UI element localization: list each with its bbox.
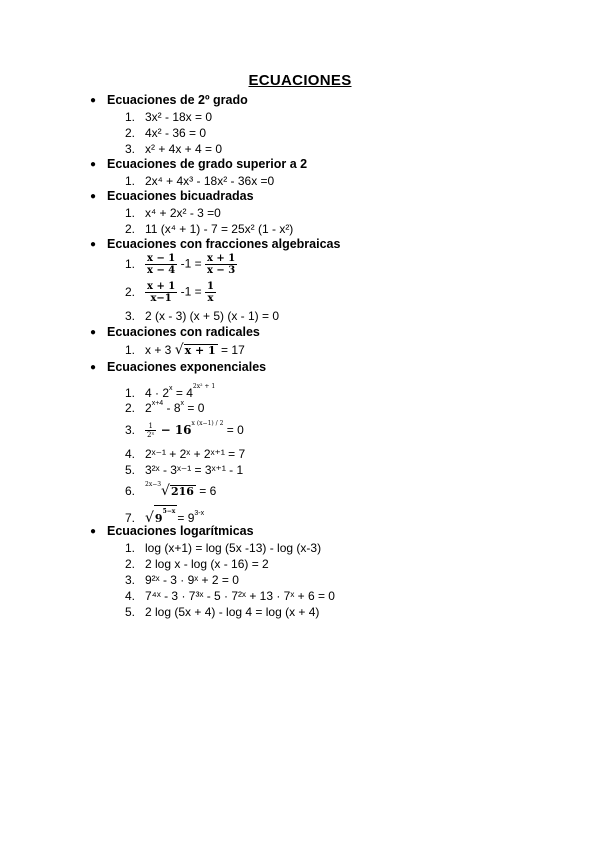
section-heading-biquadratic [90, 189, 254, 203]
list-item: 2. $\frac{x + 1}{x-1}$ -1 = $\frac{1}{x}$ [125, 281, 214, 304]
section-heading-text: Ecuaciones con fracciones algebraicas [107, 237, 341, 251]
page-title: ECUACIONES [248, 72, 352, 89]
radical-icon: √ [174, 342, 184, 358]
list-item: 3. $\frac{1}{\text{2ˣ}}$ − $16^{x (x-1) / 2} = 0$ [125, 420, 244, 440]
list-item: 3. 9²ˣ - 3 · 9ˣ + 2 = 0 [125, 573, 239, 587]
list-item: 1. x + 3 √x + 1 = 17 [125, 342, 245, 358]
list-item: 2. 4x² - 36 = 0 [125, 126, 207, 140]
radical-icon: √ [161, 483, 170, 499]
section-heading-text: Ecuaciones con radicales [107, 325, 260, 339]
list-item: 4. 7⁴ˣ - 3 · 7³ˣ - 5 · 7²ˣ + 13 · 7ˣ + 6 = 0 [125, 589, 335, 603]
fraction: $\frac{1}{\text{2ˣ}}$ [147, 422, 155, 440]
section-heading-text: Ecuaciones bicuadradas [107, 189, 254, 203]
fraction: $\frac{1}{x}$ [206, 281, 214, 304]
section-heading-text: Ecuaciones de grado superior a 2 [107, 157, 308, 171]
bullet-icon: ● [90, 191, 97, 202]
section-heading-text: Ecuaciones logarítmicas [107, 524, 254, 538]
bullet-icon: ● [90, 239, 97, 250]
fraction: $\frac{x + 1}{x-1}$ [147, 281, 176, 304]
bullet-icon: ● [90, 159, 97, 170]
list-item: 1. log (x+1) = log (5x -13) - log (x-3) [125, 541, 322, 555]
section-heading-exponential [90, 360, 266, 374]
list-item: 1. $\frac{x - 1}{x - 4}$ -1 = $\frac{x + 1}{x - 3}$ [125, 253, 236, 276]
list-item: 1. x⁴ + 2x² - 3 =0 [125, 206, 221, 220]
list-item: 4. 2ˣ⁻¹ + 2ˣ + 2ˣ⁺¹ = 7 [125, 447, 246, 461]
bullet-icon: ● [90, 95, 97, 106]
radical-icon: √ [145, 510, 154, 526]
list-item: 3. 2 (x - 3) (x + 5) (x - 1) = 0 [125, 309, 280, 323]
list-item: 2. 2 log x - log (x - 16) = 2 [125, 557, 269, 571]
list-item: 3. x² + 4x + 4 = 0 [125, 142, 223, 156]
list-item: 1. 3x² - 18x = 0 [125, 110, 213, 124]
section-heading-text: Ecuaciones de 2º grado [107, 93, 248, 107]
bullet-icon: ● [90, 526, 97, 537]
section-heading-logarithmic [90, 524, 254, 538]
bullet-icon: ● [90, 327, 97, 338]
list-item: 6. $^{2x-3}$√216 = 6 [125, 481, 217, 499]
list-item: 1. $4 \cdot 2^x = 4^{2x^2 + 1}$ [125, 383, 216, 400]
section-heading-radicals [90, 325, 260, 339]
bullet-icon: ● [90, 362, 97, 373]
fraction: $\frac{x + 1}{x - 3}$ [206, 253, 236, 276]
list-item: 2. $2^{x+4} - 8^x = 0$ [125, 400, 205, 415]
section-heading-algebraic-fractions [90, 237, 340, 251]
section-heading-higher-degree [90, 157, 307, 171]
section-heading-2nd-degree [90, 93, 248, 107]
fraction: $\frac{x - 1}{x - 4}$ [147, 253, 176, 276]
section-heading-text: Ecuaciones exponenciales [107, 360, 267, 374]
list-item: 2. 11 (x⁴ + 1) - 7 = 25x² (1 - x²) [125, 222, 294, 236]
list-item: 7. $√9^{5-x} = 9^{3-x}$ [125, 505, 204, 526]
list-item: 1. 2x⁴ + 4x³ - 18x² - 36x =0 [125, 174, 275, 188]
list-item: 5. 2 log (5x + 4) - log 4 = log (x + 4) [125, 605, 320, 619]
list-item: 5. 3²ˣ - 3ˣ⁻¹ = 3ˣ⁺¹ - 1 [125, 463, 244, 477]
